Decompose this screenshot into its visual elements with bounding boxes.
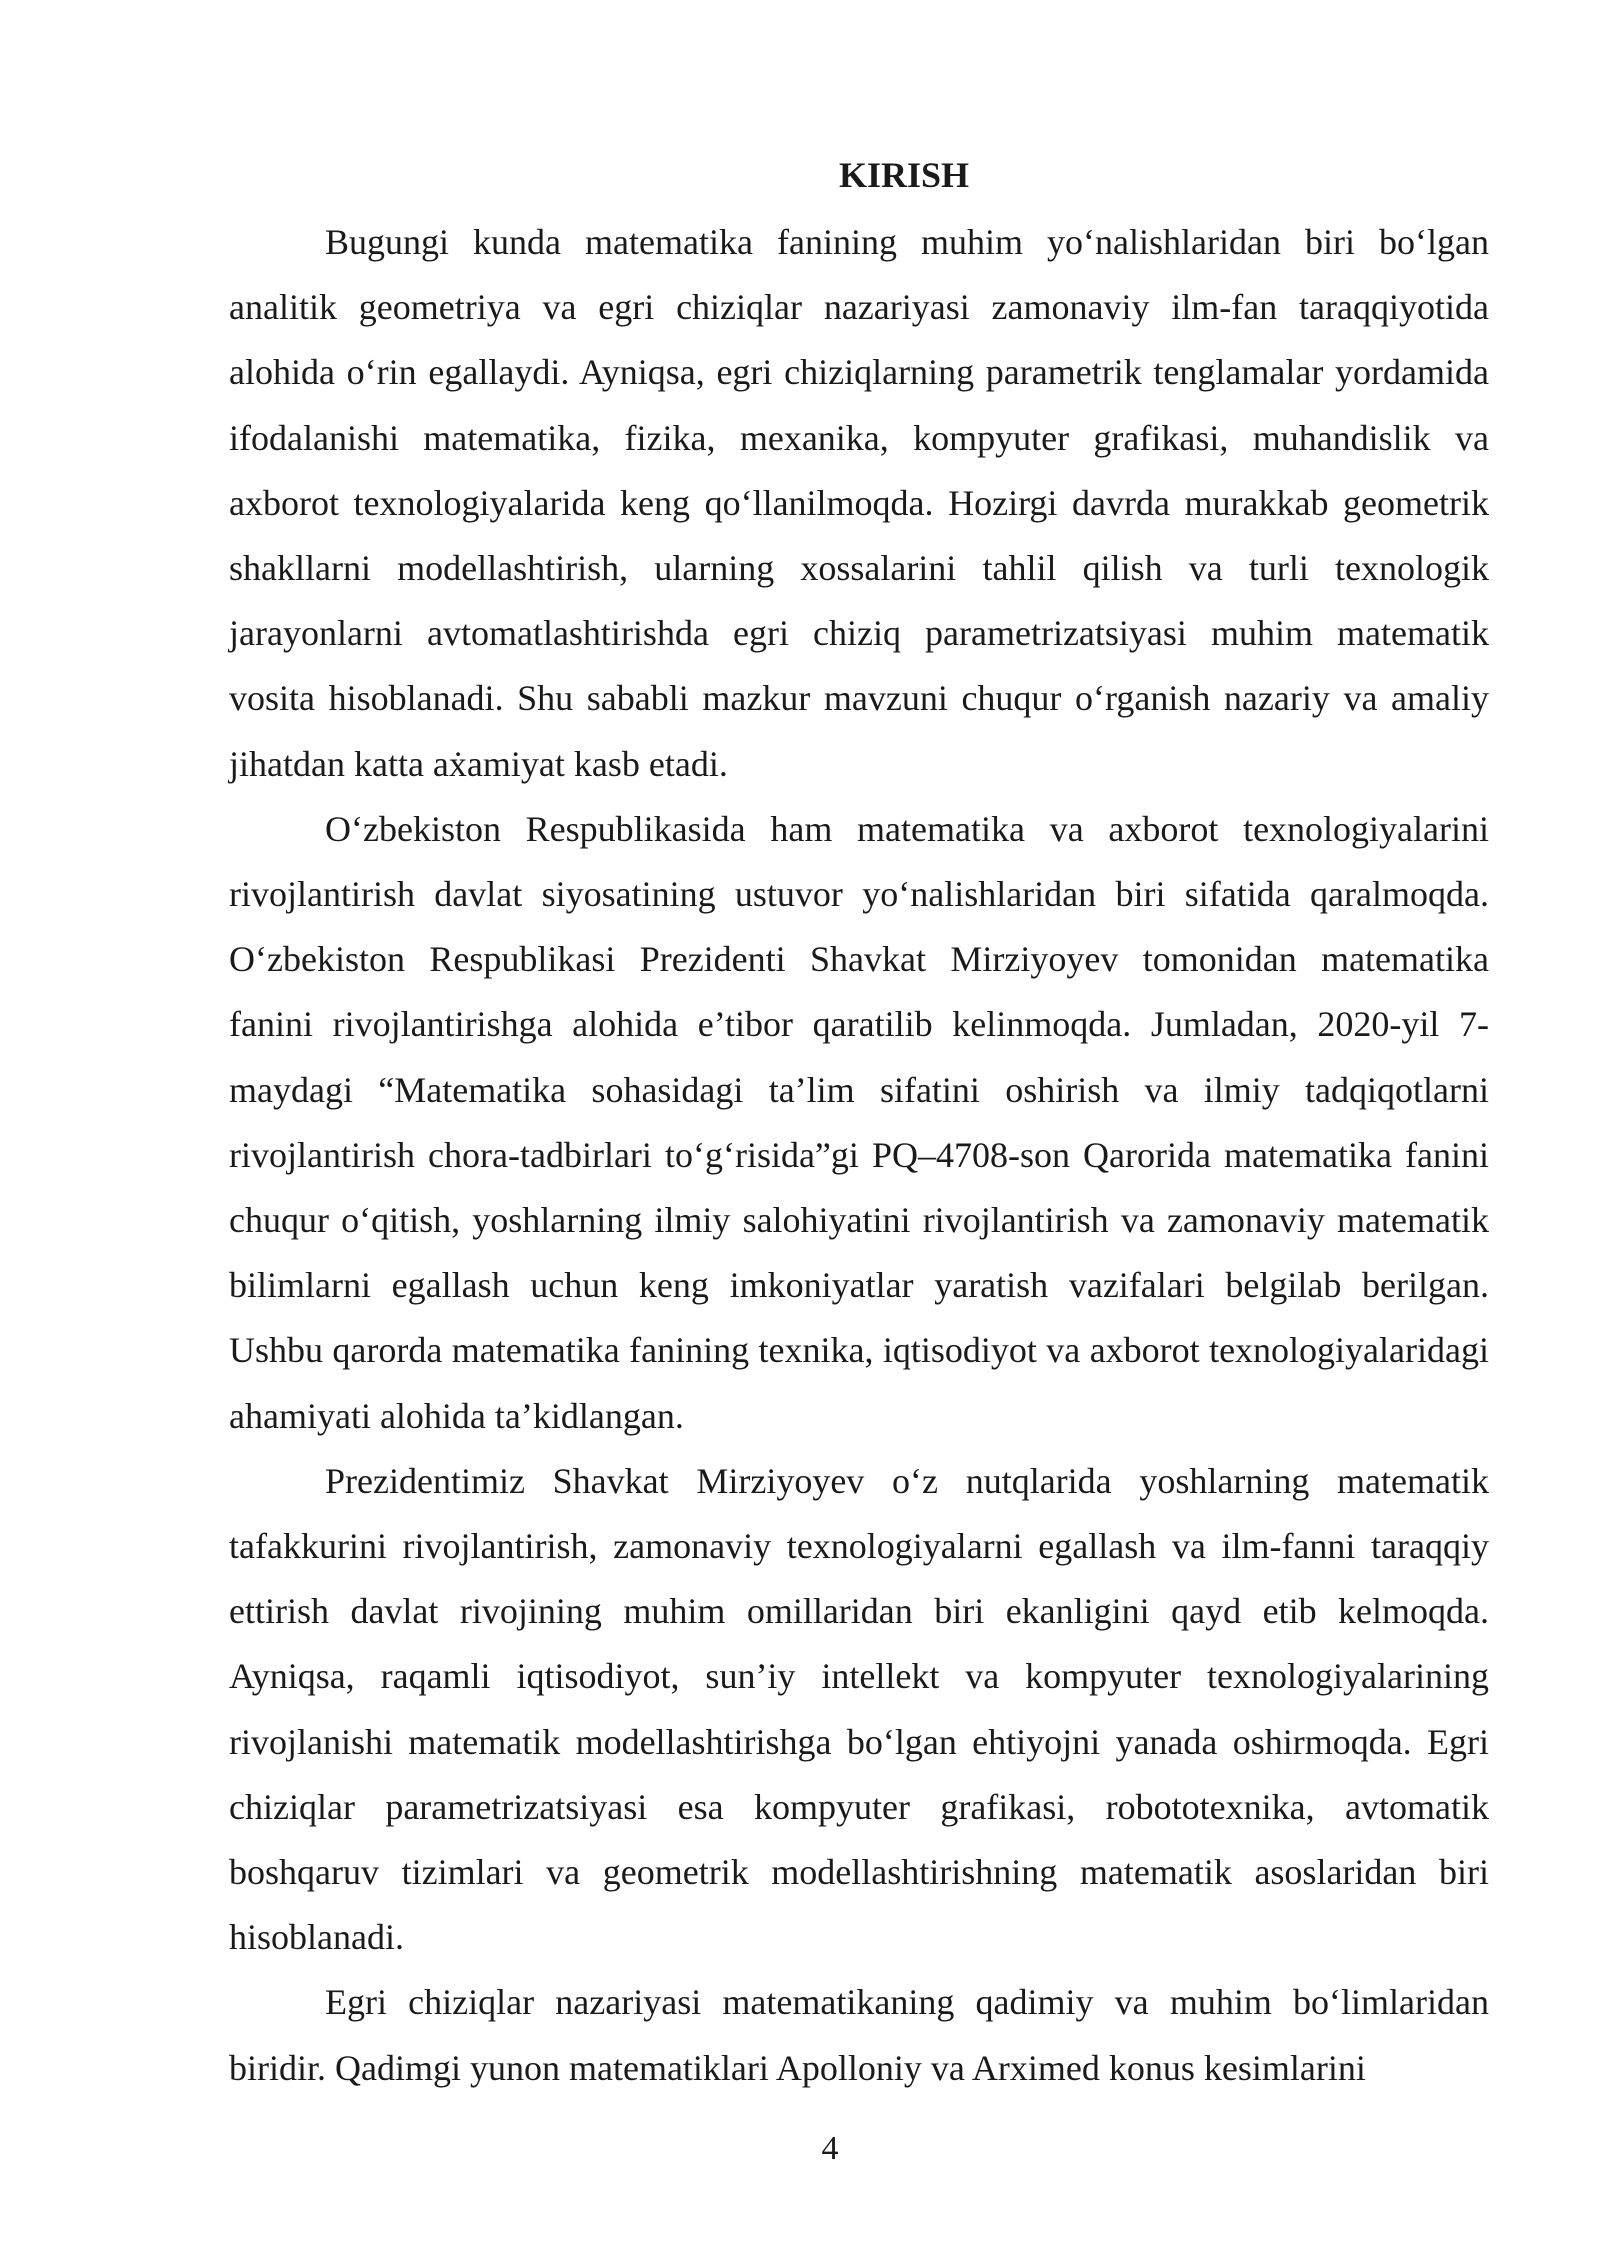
paragraph-4: Egri chiziqlar nazariyasi matematikaning qadimiy va muhim bo‘limlaridan biridir. Qadimgi yunon matematiklari Apolloniy va Arximed konus kesimlarini: [229, 1982, 1489, 2088]
paragraph-2: O‘zbekiston Respublikasida ham matematika va axborot texnologiyalarini rivojlantirish davlat siyosatining ustuvor yo‘nalishlaridan biri sifatida qaralmoqda. O‘zbekiston Respublikasi Prezidenti Shavkat Mirziyoyev tomonidan matematika fanini rivojlantirishga alohida e’tibor qaratilib kelinmoqda. Jumladan, 2020-yil 7-maydagi “Matematika sohasidagi ta’lim sifatini oshirish va ilmiy tadqiqotlarni rivojlantirish chora-tadbirlari to‘g‘risida”gi PQ–4708-son Qarorida matematika fanini chuqur o‘qitish, yoshlarning ilmiy salohiyatini rivojlantirish va zamonaviy matematik bilimlarni egallash uchun keng imkoniyatlar yaratish vazifalari belgilab berilgan. Ushbu qarorda matematika fanining texnika, iqtisodiyot va axborot texnologiyalaridagi ahamiyati alohida ta’kidlangan.: [229, 808, 1489, 1436]
paragraph-1: Bugungi kunda matematika fanining muhim yo‘nalishlaridan biri bo‘lgan analitik geometriya va egri chiziqlar nazariyasi zamonaviy ilm-fan taraqqiyotida alohida o‘rin egallaydi. Ayniqsa, egri chiziqlarning parametrik tenglamalar yordamida ifodalanishi matematika, fizika, mexanika, kompyuter grafikasi, muhandislik va axborot texnologiyalarida keng qo‘llanilmoqda. Hozirgi davrda murakkab geometrik shakllarni modellashtirish, ularning xossalarini tahlil qilish va turli texnologik jarayonlarni avtomatlashtirishda egri chiziq parametrizatsiyasi muhim matematik vosita hisoblanadi. Shu sababli mazkur mavzuni chuqur o‘rganish nazariy va amaliy jihatdan katta aẋamiyat kasb etadi.: [229, 222, 1489, 784]
section-heading: KIRISH: [838, 155, 970, 195]
page-content: [229, 148, 1489, 2101]
page-number: 4: [821, 2130, 839, 2167]
paragraph-3: Prezidentimiz Shavkat Mirziyoyev o‘z nutqlarida yoshlarning matematik tafakkurini rivojlantirish, zamonaviy texnologiyalarni egallash va ilm-fanni taraqqiy ettirish davlat rivojining muhim omillaridan biri ekanligini qayd etib kelmoqda. Ayniqsa, raqamli iqtisodiyot, sun’iy intellekt va kompyuter texnologiyalarining rivojlanishi matematik modellashtirishga bo‘lgan ehtiyojni yanada oshirmoqda. Egri chiziqlar parametrizatsiyasi esa kompyuter grafikasi, robototexnika, avtomatik boshqaruv tizimlari va geometrik modellashtirishning matematik asoslaridan biri hisoblanadi.: [229, 1460, 1489, 1958]
